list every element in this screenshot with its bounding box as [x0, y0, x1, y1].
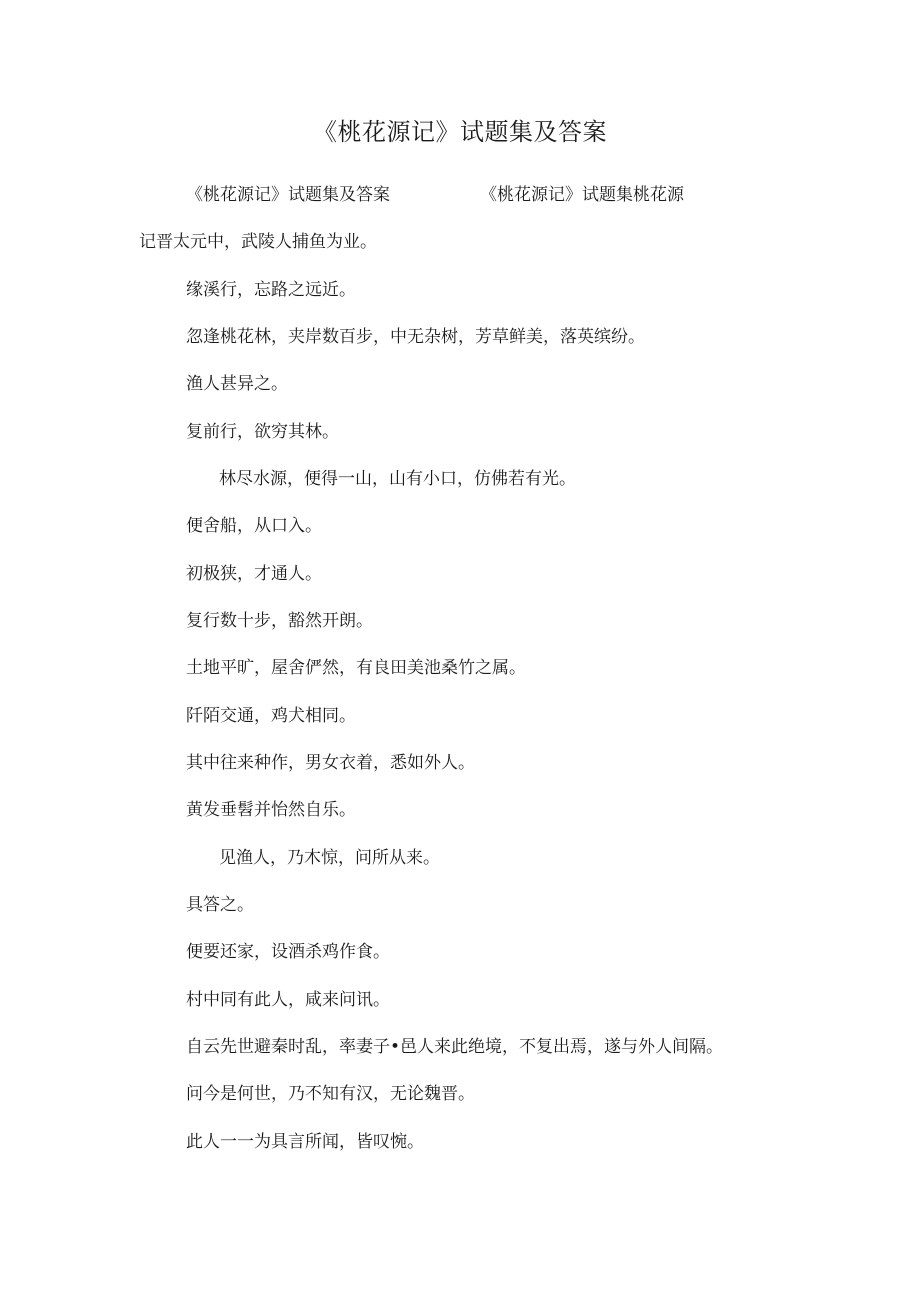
- paragraph-18: 自云先世避秦时乱，率妻子•邑人来此绝境，不复出焉，遂与外人间隔。: [186, 1037, 724, 1057]
- paragraph-12: 其中往来种作，男女衣着，悉如外人。: [186, 753, 475, 773]
- paragraph-3: 忽逢桃花林，夹岸数百步，中无杂树，芳草鲜美，落英缤纷。: [186, 327, 645, 347]
- paragraph-17: 村中同有此人，咸来问讯。: [186, 990, 390, 1010]
- paragraph-4: 渔人甚异之。: [186, 374, 288, 394]
- paragraph-1: 记晋太元中，武陵人捕鱼为业。: [139, 232, 377, 252]
- paragraph-9: 复行数十步，豁然开朗。: [186, 611, 373, 631]
- document-title: 《桃花源记》试题集及答案: [313, 118, 607, 146]
- paragraph-5: 复前行，欲穷其林。: [186, 422, 339, 442]
- paragraph-8: 初极狭，才通人。: [186, 564, 322, 584]
- paragraph-7: 便舍船，从口入。: [186, 516, 322, 536]
- paragraph-2: 缘溪行，忘路之远近。: [186, 280, 356, 300]
- header-left-text: 《桃花源记》试题集及答案: [186, 185, 390, 205]
- paragraph-16: 便要还家，设酒杀鸡作食。: [186, 942, 390, 962]
- paragraph-10: 土地平旷，屋舍俨然，有良田美池桑竹之属。: [186, 658, 526, 678]
- paragraph-15: 具答之。: [186, 895, 254, 915]
- paragraph-19: 问今是何世，乃不知有汉，无论魏晋。: [186, 1084, 475, 1104]
- paragraph-13: 黄发垂髫并怡然自乐。: [186, 800, 356, 820]
- paragraph-20: 此人一一为具言所闻，皆叹惋。: [186, 1132, 424, 1152]
- header-right-text: 《桃花源记》试题集桃花源: [480, 185, 684, 205]
- paragraph-14: 见渔人，乃木惊，问所从来。: [219, 848, 440, 868]
- paragraph-6: 林尽水源，便得一山，山有小口，仿佛若有光。: [219, 469, 576, 489]
- paragraph-11: 阡陌交通，鸡犬相同。: [186, 706, 356, 726]
